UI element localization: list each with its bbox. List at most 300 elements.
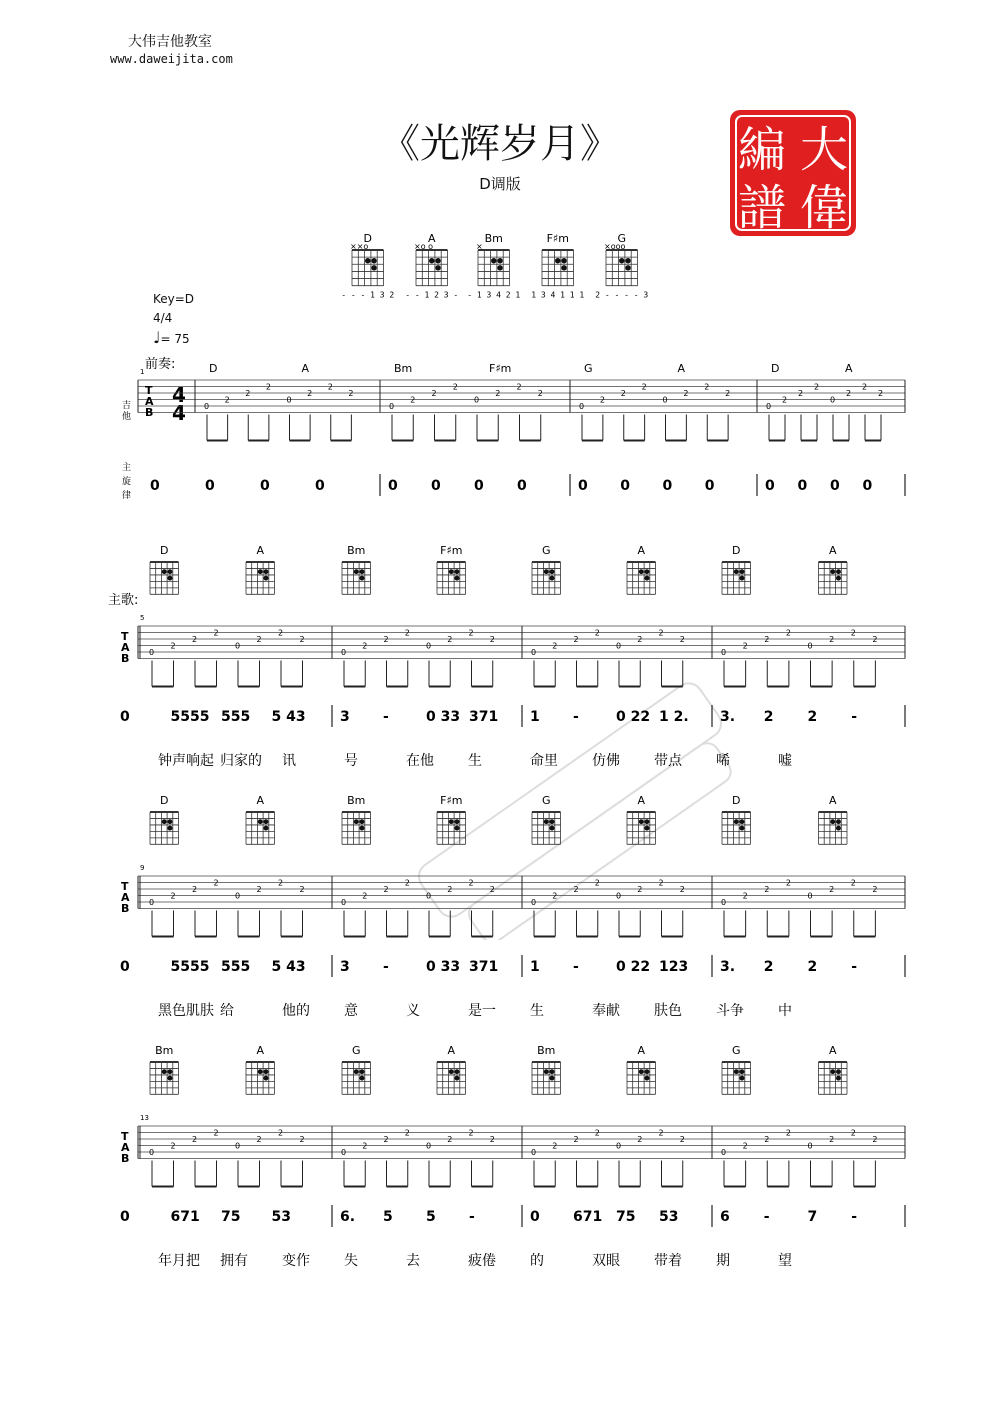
melody-note: 0 xyxy=(260,478,270,494)
finger-dot xyxy=(354,819,359,824)
fret-number: 2 xyxy=(362,891,368,901)
melody-note: 3. xyxy=(720,959,736,975)
fret-number: 0 xyxy=(235,1141,241,1151)
melody-note: 1 2. xyxy=(659,709,689,725)
melody-note: 0 xyxy=(662,478,673,494)
finger-dot xyxy=(639,819,644,824)
fret-number: 2 xyxy=(725,389,731,398)
fret-number: 2 xyxy=(637,885,643,894)
fret-number: 0 xyxy=(531,648,537,657)
fret-number: 2 xyxy=(764,635,770,644)
finger-dot xyxy=(549,576,554,581)
finger-dot xyxy=(371,265,376,270)
fret-number: 0 xyxy=(341,648,347,657)
melody-note: 0 xyxy=(315,478,325,494)
fret-number: 2 xyxy=(872,885,878,894)
tab-clef: B xyxy=(145,406,154,419)
fret-number: 0 xyxy=(341,898,347,907)
fret-number: 2 xyxy=(594,628,600,638)
fret-number: 0 xyxy=(341,1148,347,1157)
chord-symbol: F♯m xyxy=(489,362,512,375)
finger-dot xyxy=(734,1069,739,1074)
melody-note: 0 xyxy=(830,478,840,494)
finger-dot xyxy=(497,265,502,270)
fret-number: 2 xyxy=(658,1128,664,1138)
finger-dot xyxy=(449,1069,454,1074)
chord-fingering: 2 - - - - 3 xyxy=(595,290,649,300)
fret-number: 2 xyxy=(192,635,198,644)
finger-dot xyxy=(354,569,359,574)
finger-dot xyxy=(639,1069,644,1074)
time-signature: 4/4 xyxy=(153,311,173,325)
chord-name: Bm xyxy=(347,794,366,807)
fret-number: 2 xyxy=(192,1135,198,1144)
fret-number: 2 xyxy=(537,389,543,398)
finger-dot xyxy=(454,819,459,824)
fret-number: 2 xyxy=(170,891,176,901)
melody-note: 75 xyxy=(221,1209,241,1225)
measure-number: 9 xyxy=(140,864,145,872)
fret-number: 0 xyxy=(531,898,537,907)
melody-note: 0 xyxy=(388,478,398,494)
finger-dot xyxy=(454,1069,459,1074)
fret-number: 2 xyxy=(192,885,198,894)
melody-note: 5 43 xyxy=(271,709,306,725)
lyric-word: 唏 xyxy=(716,753,730,769)
finger-dot xyxy=(544,819,549,824)
fret-number: 2 xyxy=(814,382,820,392)
lyric-word: 给 xyxy=(220,1003,234,1019)
finger-dot xyxy=(739,576,744,581)
chord-name: A xyxy=(637,544,646,557)
finger-dot xyxy=(739,1069,744,1074)
fret-number: 0 xyxy=(426,641,432,651)
melody-note: 53 xyxy=(271,1209,291,1225)
chord-name: Bm xyxy=(484,232,503,245)
fret-number: 0 xyxy=(662,395,668,405)
melody-note: 0 xyxy=(431,478,441,494)
melody-note: - xyxy=(851,709,858,725)
fret-number: 2 xyxy=(213,878,219,888)
fret-number: 2 xyxy=(641,382,647,392)
finger-dot xyxy=(435,265,440,270)
melody-note: - xyxy=(573,959,579,975)
fret-number: 2 xyxy=(489,885,495,894)
melody-note: 0 xyxy=(120,709,130,725)
finger-dot xyxy=(359,576,364,581)
fret-number: 2 xyxy=(278,1128,284,1138)
fret-number: 2 xyxy=(704,382,710,392)
lyric-word: 疲倦 xyxy=(468,1253,496,1269)
chord-fingering: - - - 1 3 2 xyxy=(341,290,395,300)
melody-note: 1 xyxy=(530,709,540,725)
chord-symbol: D xyxy=(209,362,218,375)
string-markers: ××o xyxy=(350,242,369,251)
melody-note: 0 xyxy=(474,478,484,494)
tab-clef: A xyxy=(121,891,130,904)
fret-number: 2 xyxy=(404,878,410,888)
chord-name: A xyxy=(828,544,837,557)
fret-number: 2 xyxy=(742,891,748,901)
finger-dot xyxy=(454,569,459,574)
finger-dot xyxy=(167,569,172,574)
fret-number: 2 xyxy=(404,628,410,638)
melody-note: 6. xyxy=(340,1209,356,1225)
finger-dot xyxy=(167,819,172,824)
fret-number: 2 xyxy=(878,389,884,398)
finger-dot xyxy=(354,1069,359,1074)
finger-dot xyxy=(371,258,376,263)
seal-char: 大 xyxy=(799,122,849,178)
seal-char: 編 xyxy=(737,122,787,178)
fret-number: 2 xyxy=(594,878,600,888)
chord-name: D xyxy=(363,232,372,245)
melody-note: 0 xyxy=(530,1209,540,1225)
finger-dot xyxy=(491,258,496,263)
fret-number: 2 xyxy=(410,395,416,405)
section-label: 主歌: xyxy=(108,593,139,608)
track-label-melody: 旋 xyxy=(122,477,132,487)
tab-clef: T xyxy=(121,630,129,643)
melody-note: 5555 xyxy=(170,709,210,725)
fret-number: 0 xyxy=(426,1141,432,1151)
lyric-word: 钟声响起 xyxy=(158,753,214,769)
fret-number: 0 xyxy=(807,1141,813,1151)
finger-dot xyxy=(258,819,263,824)
finger-dot xyxy=(830,569,835,574)
lyric-word: 年月把 xyxy=(158,1253,200,1269)
tab-clef: B xyxy=(121,902,130,915)
finger-dot xyxy=(454,826,459,831)
fret-number: 2 xyxy=(489,635,495,644)
melody-note: 53 xyxy=(659,1209,679,1225)
lyric-word: 奉献 xyxy=(592,1003,620,1019)
finger-dot xyxy=(263,569,268,574)
chord-name: D xyxy=(732,794,741,807)
fret-number: 2 xyxy=(348,389,354,398)
finger-dot xyxy=(167,1069,172,1074)
finger-dot xyxy=(359,819,364,824)
chord-name: A xyxy=(637,1044,646,1057)
fret-number: 2 xyxy=(170,1141,176,1151)
melody-note: 555 xyxy=(221,959,251,975)
string-markers: ×ooo xyxy=(604,242,626,251)
fret-number: 2 xyxy=(170,641,176,651)
finger-dot xyxy=(365,258,370,263)
chord-name: A xyxy=(828,1044,837,1057)
fret-number: 2 xyxy=(785,628,791,638)
tab-clef: B xyxy=(121,1152,130,1165)
lyric-word: 义 xyxy=(406,1003,420,1019)
finger-dot xyxy=(644,819,649,824)
string-markers: × xyxy=(476,242,483,251)
fret-number: 2 xyxy=(299,635,305,644)
fret-number: 0 xyxy=(616,641,622,651)
fret-number: 2 xyxy=(447,635,453,644)
fret-number: 0 xyxy=(579,402,585,411)
chord-symbol: A xyxy=(301,362,310,375)
finger-dot xyxy=(454,1076,459,1081)
finger-dot xyxy=(359,826,364,831)
finger-dot xyxy=(263,576,268,581)
fret-number: 2 xyxy=(489,1135,495,1144)
lyric-word: 黑色肌肤 xyxy=(158,1003,214,1019)
fret-number: 0 xyxy=(286,395,292,405)
fret-number: 2 xyxy=(383,885,389,894)
finger-dot xyxy=(359,1076,364,1081)
melody-note: 75 xyxy=(616,1209,636,1225)
lyric-word: 期 xyxy=(716,1253,730,1269)
tab-clef: A xyxy=(121,641,130,654)
chord-fingering: 1 3 4 1 1 1 xyxy=(531,290,585,300)
fret-number: 2 xyxy=(278,878,284,888)
measure-number: 5 xyxy=(140,614,145,622)
melody-note: 3 xyxy=(340,709,350,725)
fret-number: 0 xyxy=(721,1148,727,1157)
finger-dot xyxy=(359,1069,364,1074)
fret-number: 2 xyxy=(552,641,558,651)
fret-number: 2 xyxy=(683,389,689,398)
melody-note: 0 xyxy=(862,478,873,494)
tab-clef: A xyxy=(145,395,154,408)
fret-number: 0 xyxy=(830,395,836,405)
lyric-word: 他的 xyxy=(282,1003,310,1019)
finger-dot xyxy=(544,569,549,574)
melody-note: 2 xyxy=(763,959,774,975)
chord-name: D xyxy=(160,544,169,557)
finger-dot xyxy=(836,1076,841,1081)
melody-note: 3 xyxy=(340,959,350,975)
fret-number: 2 xyxy=(383,1135,389,1144)
melody-note: - xyxy=(763,1209,770,1225)
lyric-word: 带着 xyxy=(654,1253,682,1269)
fret-number: 2 xyxy=(798,389,804,398)
tab-clef: T xyxy=(121,880,129,893)
chord-symbol: A xyxy=(845,362,853,375)
lyric-word: 讯 xyxy=(282,753,296,769)
fret-number: 2 xyxy=(552,1141,558,1151)
fret-number: 2 xyxy=(573,1135,579,1144)
melody-note: 671 xyxy=(170,1209,200,1225)
finger-dot xyxy=(449,569,454,574)
fret-number: 2 xyxy=(516,382,522,392)
finger-dot xyxy=(639,569,644,574)
time-signature-mark: 4 xyxy=(172,401,186,425)
fret-number: 0 xyxy=(149,648,155,657)
chord-symbol: D xyxy=(771,362,780,375)
fret-number: 0 xyxy=(149,1148,155,1157)
fret-number: 2 xyxy=(495,389,501,398)
fret-number: 0 xyxy=(616,891,622,901)
lyric-word: 仿佛 xyxy=(592,753,620,769)
finger-dot xyxy=(162,819,167,824)
melody-note: 671 xyxy=(573,1209,603,1225)
fret-number: 2 xyxy=(846,389,852,398)
fret-number: 2 xyxy=(594,1128,600,1138)
finger-dot xyxy=(263,1069,268,1074)
melody-note: 0 xyxy=(704,478,715,494)
finger-dot xyxy=(435,258,440,263)
chord-name: A xyxy=(637,794,646,807)
fret-number: 2 xyxy=(447,885,453,894)
fret-number: 0 xyxy=(721,648,727,657)
chord-name: A xyxy=(828,794,837,807)
fret-number: 2 xyxy=(383,635,389,644)
melody-note: 0 xyxy=(765,478,775,494)
fret-number: 0 xyxy=(389,402,395,411)
fret-number: 2 xyxy=(468,878,474,888)
finger-dot xyxy=(836,569,841,574)
fret-number: 2 xyxy=(213,628,219,638)
finger-dot xyxy=(555,258,560,263)
finger-dot xyxy=(619,258,624,263)
finger-dot xyxy=(258,569,263,574)
melody-note: 3. xyxy=(720,709,736,725)
finger-dot xyxy=(734,819,739,824)
finger-dot xyxy=(739,1076,744,1081)
finger-dot xyxy=(263,1076,268,1081)
fret-number: 2 xyxy=(764,1135,770,1144)
fret-number: 2 xyxy=(785,1128,791,1138)
melody-note: - xyxy=(469,1209,475,1225)
finger-dot xyxy=(644,576,649,581)
site-url[interactable]: www.daweijita.com xyxy=(110,52,233,66)
finger-dot xyxy=(544,1069,549,1074)
fret-number: 2 xyxy=(256,1135,262,1144)
finger-dot xyxy=(549,1069,554,1074)
track-label-melody: 律 xyxy=(122,491,132,501)
measure-number: 1 xyxy=(140,368,145,376)
finger-dot xyxy=(644,569,649,574)
chord-name: G xyxy=(617,232,627,245)
finger-dot xyxy=(167,1076,172,1081)
fret-number: 2 xyxy=(468,1128,474,1138)
melody-note: 0 xyxy=(797,478,808,494)
fret-number: 2 xyxy=(829,1135,835,1144)
fret-number: 2 xyxy=(785,878,791,888)
finger-dot xyxy=(836,819,841,824)
fret-number: 0 xyxy=(616,1141,622,1151)
finger-dot xyxy=(167,826,172,831)
fret-number: 0 xyxy=(721,898,727,907)
fret-number: 2 xyxy=(573,885,579,894)
fret-number: 2 xyxy=(362,641,368,651)
finger-dot xyxy=(644,826,649,831)
melody-note: 5 43 xyxy=(271,959,306,975)
fret-number: 2 xyxy=(431,389,437,398)
chord-name: D xyxy=(732,544,741,557)
finger-dot xyxy=(836,826,841,831)
fret-number: 2 xyxy=(265,382,271,392)
melody-note: 0 xyxy=(120,1209,130,1225)
melody-note: 5 xyxy=(426,1209,436,1225)
lyric-word: 嘘 xyxy=(778,753,792,769)
fret-number: 2 xyxy=(245,389,251,398)
melody-note: 0 22 xyxy=(616,709,651,725)
tempo-value: = 75 xyxy=(160,332,190,346)
fret-number: 0 xyxy=(531,1148,537,1157)
melody-note: 6 xyxy=(720,1209,730,1225)
fret-number: 2 xyxy=(224,395,230,405)
chord-symbol: G xyxy=(584,362,593,375)
fret-number: 2 xyxy=(742,641,748,651)
fret-number: 2 xyxy=(829,885,835,894)
chord-name: F♯m xyxy=(440,544,463,557)
finger-dot xyxy=(734,569,739,574)
melody-note: - xyxy=(573,709,579,725)
finger-dot xyxy=(162,1069,167,1074)
lyric-word: 去 xyxy=(406,1253,420,1269)
track-label-guitar: 吉 xyxy=(122,401,132,411)
chord-name: F♯m xyxy=(546,232,569,245)
finger-dot xyxy=(263,826,268,831)
track-label-melody: 主 xyxy=(122,463,132,473)
finger-dot xyxy=(549,819,554,824)
finger-dot xyxy=(162,569,167,574)
fret-number: 0 xyxy=(235,641,241,651)
tab-clef: T xyxy=(145,384,153,397)
chord-name: A xyxy=(256,544,265,557)
fret-number: 0 xyxy=(426,891,432,901)
finger-dot xyxy=(625,258,630,263)
melody-note: - xyxy=(851,959,858,975)
fret-number: 2 xyxy=(599,395,605,405)
fret-number: 0 xyxy=(766,402,772,411)
melody-note: 0 xyxy=(517,478,527,494)
melody-note: - xyxy=(851,1209,858,1225)
finger-dot xyxy=(625,265,630,270)
melody-note: 2 xyxy=(807,709,818,725)
fret-number: 0 xyxy=(149,898,155,907)
fret-number: 2 xyxy=(278,628,284,638)
fret-number: 2 xyxy=(299,1135,305,1144)
lyric-word: 是一 xyxy=(468,1003,496,1019)
finger-dot xyxy=(561,265,566,270)
finger-dot xyxy=(454,576,459,581)
finger-dot xyxy=(549,826,554,831)
fret-number: 2 xyxy=(850,878,856,888)
finger-dot xyxy=(549,1076,554,1081)
fret-number: 2 xyxy=(256,885,262,894)
finger-dot xyxy=(830,1069,835,1074)
finger-dot xyxy=(644,1069,649,1074)
chord-name: G xyxy=(731,1044,741,1057)
seal-char: 偉 xyxy=(799,180,849,236)
fret-number: 0 xyxy=(235,891,241,901)
lyric-word: 双眼 xyxy=(592,1253,620,1269)
finger-dot xyxy=(836,1069,841,1074)
lyric-word: 拥有 xyxy=(220,1253,248,1269)
melody-note: 0 22 xyxy=(616,959,651,975)
key-label: Key=D xyxy=(153,292,195,306)
fret-number: 2 xyxy=(658,878,664,888)
lyric-word: 号 xyxy=(344,753,358,769)
tab-clef: T xyxy=(121,1130,129,1143)
finger-dot xyxy=(561,258,566,263)
melody-note: 555 xyxy=(221,709,251,725)
finger-dot xyxy=(429,258,434,263)
chord-fingering: - - 1 2 3 - xyxy=(405,290,459,300)
melody-note: 371 xyxy=(469,959,499,975)
fret-number: 2 xyxy=(256,635,262,644)
chord-name: Bm xyxy=(155,1044,174,1057)
melody-note: - xyxy=(383,959,389,975)
fret-number: 0 xyxy=(807,641,813,651)
melody-note: 123 xyxy=(659,959,689,975)
melody-note: 0 xyxy=(205,478,215,494)
chord-name: A xyxy=(256,1044,265,1057)
lyric-word: 生 xyxy=(468,753,482,769)
